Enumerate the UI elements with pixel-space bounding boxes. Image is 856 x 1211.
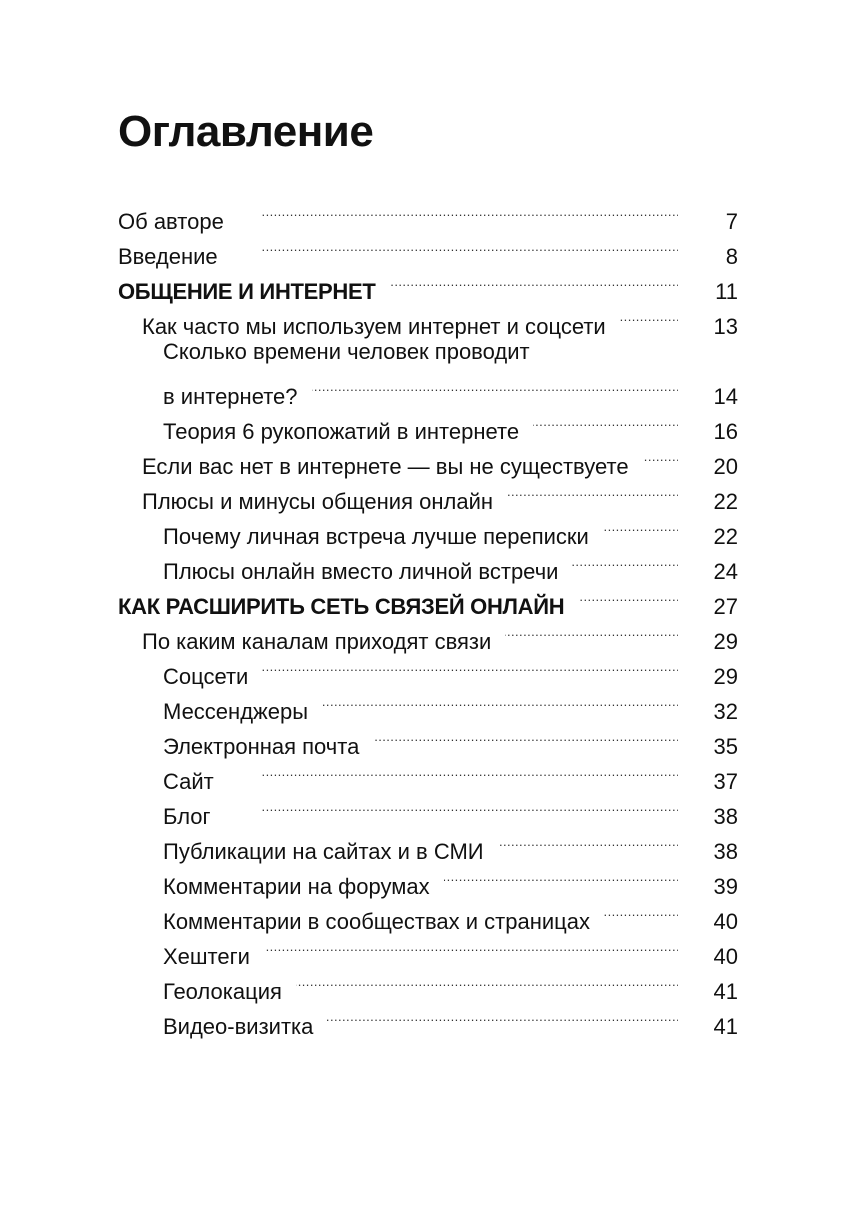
toc-entry-page: 16 — [713, 419, 738, 444]
table-of-contents — [118, 194, 738, 1039]
toc-entry-page: 22 — [713, 524, 738, 549]
toc-entry-title: Плюсы и минусы общения онлайн — [142, 489, 494, 514]
toc-entry-title: По каким каналам приходят связи — [142, 629, 492, 654]
dot-leader — [444, 859, 678, 894]
dot-leader — [312, 369, 679, 404]
toc-entry-title: Блог — [163, 804, 211, 829]
toc-entry-page: 38 — [713, 804, 738, 829]
dot-leader — [228, 754, 678, 789]
toc-entry[interactable] — [118, 369, 738, 409]
toc-entry-title: Публикации на сайтах и в СМИ — [163, 839, 484, 864]
toc-entry-page: 7 — [725, 209, 738, 234]
dot-leader — [578, 579, 678, 614]
toc-entry-title: в интернете? — [163, 384, 298, 409]
toc-entry-title: Об авторе — [118, 209, 224, 234]
toc-entry-title: Комментарии в сообществах и страницах — [163, 909, 590, 934]
toc-entry-title: Введение — [118, 244, 218, 269]
toc-entry-title: Сколько времени человек проводит — [163, 339, 530, 364]
dot-leader — [232, 229, 678, 264]
toc-entry-page: 14 — [713, 384, 738, 409]
toc-entry-title: Комментарии на форумах — [163, 874, 430, 899]
dot-leader — [296, 964, 678, 999]
toc-entry-page: 38 — [713, 839, 738, 864]
toc-entry-title: Геолокация — [163, 979, 282, 1004]
dot-leader — [322, 684, 678, 719]
toc-entry-page: 8 — [725, 244, 738, 269]
toc-section-title: ОБЩЕНИЕ И ИНТЕРНЕТ — [118, 279, 376, 304]
dot-leader — [238, 194, 678, 229]
dot-leader — [373, 719, 678, 754]
toc-entry-page: 20 — [713, 454, 738, 479]
toc-entry-page: 29 — [713, 629, 738, 654]
toc-section-title: КАК РАСШИРИТЬ СЕТЬ СВЯЗЕЙ ОНЛАЙН — [118, 594, 565, 619]
dot-leader — [604, 894, 678, 929]
toc-entry[interactable] — [118, 194, 738, 234]
dot-leader — [620, 299, 678, 334]
toc-entry-title: Мессенджеры — [163, 699, 309, 724]
toc-entry-page: 24 — [713, 559, 738, 584]
dot-leader — [390, 264, 678, 299]
toc-entry-title: Почему личная встреча лучше переписки — [163, 524, 589, 549]
dot-leader — [327, 999, 678, 1034]
toc-entry-page: 35 — [713, 734, 738, 759]
toc-entry-page: 41 — [713, 979, 738, 1004]
dot-leader — [603, 509, 678, 544]
toc-entry-title: Если вас нет в интернете — вы не существуете — [142, 454, 629, 479]
toc-entry-page: 11 — [715, 279, 738, 304]
dot-leader — [225, 789, 678, 824]
toc-entry-page: 32 — [713, 699, 738, 724]
dot-leader — [643, 439, 678, 474]
toc-entry-title: Соцсети — [163, 664, 249, 689]
toc-entry[interactable] — [118, 824, 738, 864]
toc-entry-page: 40 — [713, 944, 738, 969]
dot-leader — [498, 824, 678, 859]
toc-entry-page: 29 — [713, 664, 738, 689]
toc-entry-page: 40 — [713, 909, 738, 934]
toc-entry-first-line[interactable] — [118, 334, 738, 369]
toc-entry-title: Хештеги — [163, 944, 250, 969]
dot-leader — [572, 544, 678, 579]
toc-entry-title: Плюсы онлайн вместо личной встречи — [163, 559, 559, 584]
toc-entry-title: Сайт — [163, 769, 214, 794]
dot-leader — [505, 614, 678, 649]
toc-entry-title: Электронная почта — [163, 734, 360, 759]
toc-entry-page: 22 — [713, 489, 738, 514]
toc-entry-title: Теория 6 рукопожатий в интернете — [163, 419, 520, 444]
toc-entry-title: Как часто мы используем интернет и соцсети — [142, 314, 606, 339]
dot-leader — [264, 929, 678, 964]
dot-leader — [533, 404, 678, 439]
toc-entry-page: 27 — [713, 594, 738, 619]
page-title: Оглавление — [118, 107, 374, 156]
dot-leader — [262, 649, 678, 684]
toc-entry-page: 13 — [713, 314, 738, 339]
toc-entry-title: Видео-визитка — [163, 1014, 314, 1039]
toc-entry-page: 41 — [713, 1014, 738, 1039]
dot-leader — [507, 474, 678, 509]
toc-entry-page: 37 — [713, 769, 738, 794]
toc-entry-page: 39 — [713, 874, 738, 899]
